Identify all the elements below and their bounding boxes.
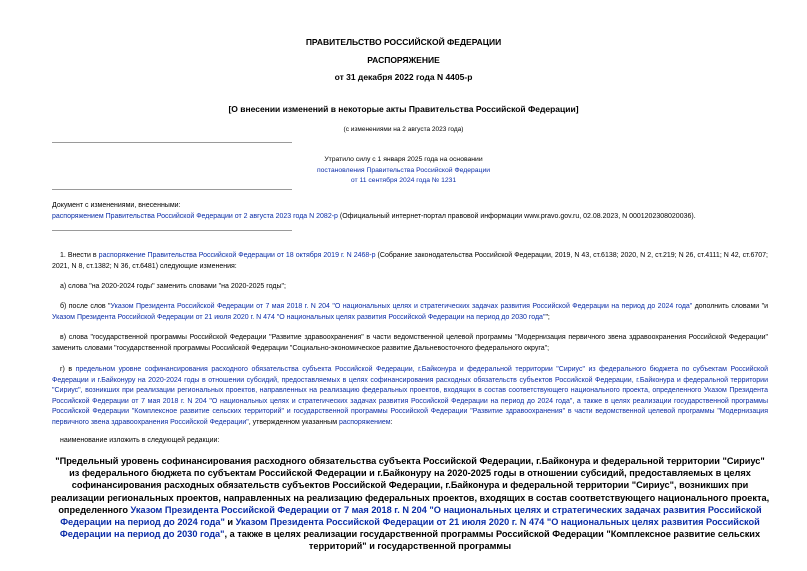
cofinancing-level-link[interactable]: предельном уровне софинансирования расходного обязательства субъекта Российской Федерации, г.Байконура и федеральной территории "Сириус" из федерального бюджета по субъектам Российской Федерации и г.Байконуру на 2020-2024 годы в отношении субсидий, предоставляемых в целях софинансирования расходных обязательств субъектов Российской Федерации, г.Байконура и федеральной территории "Сириус", возникших при реализации региональных проектов, направленных на реализацию федеральных проектов, входящих в состав соответствующего национального проекта, определенного Указом Президента Российской Федерации от 7 мая 2018 г. N 204 "О национальных целях и стратегических задачах развития Российской Федерации на период до 2024 года", а также в целях реализации государственной программы Российской Федерации "Комплексное развитие сельских территорий" и государственной программы Российской Федерации "Развитие здравоохранения" в части ведомственной целевой программы "Модернизация первичного звена здравоохранения Российской Федерации" bbox=[52, 366, 768, 426]
government-heading: ПРАВИТЕЛЬСТВО РОССИЙСКОЙ ФЕДЕРАЦИИ bbox=[305, 37, 502, 47]
amendment-link[interactable]: распоряжением Правительства Российской Федерации от 2 августа 2023 года N 2082-р bbox=[52, 212, 338, 220]
repeal-status bbox=[0, 155, 807, 187]
repeal-decree-date-link[interactable]: от 11 сентября 2024 года № 1231 bbox=[350, 177, 457, 184]
paragraph-v: в) слова "государственной программы Российской Федерации "Развитие здравоохранения" в части ведомственной целевой программы "Модернизация первичного звена здравоохранения Российской Федерации" заменить словами "государственной программы Российской Федерации "Социально-экономическое развитие Дальневосточного федерального округа"; bbox=[52, 334, 768, 352]
paragraph-g: г) в предельном уровне софинансирования расходного обязательства субъекта Российской Федерации, г.Байконура и федеральной территории "Сириус" из федерального бюджета по субъектам Российской Федерации и г.Байконуру на 2020-2024 годы в отношении субсидий, предоставляемых в целях софинансирования расходных обязательств субъектов Российской Федерации, г.Байконура и федеральной территории "Сириус", возникших при реализации региональных проектов, направленных на реализацию федеральных проектов, входящих в состав соответствующего национального проекта, определенного Указом Президента Российской Федерации от 7 мая 2018 г. N 204 "О национальных целях и стратегических задачах развития Российской Федерации на период до 2024 года", а также в целях реализации государственной программы Российской Федерации "Комплексное развитие сельских территорий" и государственной программы Российской Федерации "Развитие здравоохранения" в части ведомственной целевой программы "Модернизация первичного звена здравоохранения Российской Федерации", утвержденном указанным распоряжением: bbox=[52, 366, 768, 426]
amendments-block bbox=[52, 201, 768, 222]
divider bbox=[52, 230, 292, 231]
quote-decree-474-link[interactable]: Указом Президента Российской Федерации от 21 июля 2020 г. N 474 "О национальных целях развития Российской Федерации на период до 2030 года" bbox=[59, 517, 760, 540]
decree-474-link[interactable]: Указом Президента Российской Федерации от 21 июля 2020 г. N 474 "О национальных целях развития Российской Федерации на период до 2030 года" bbox=[52, 313, 546, 321]
document-type: РАСПОРЯЖЕНИЕ bbox=[367, 55, 440, 65]
naming-instruction: наименование изложить в следующей редакции: bbox=[60, 437, 220, 444]
repeal-text: Утратило силу с 1 января 2025 года на основании bbox=[324, 156, 483, 163]
paragraph-a: а) слова "на 2020-2024 годы" заменить словами "на 2020-2025 годы"; bbox=[60, 283, 286, 290]
quote-decree-204-link[interactable]: Указом Президента Российской Федерации от 7 мая 2018 г. N 204 "О национальных целях и стратегических задачах развития Российской Федерации на период до 2024 года" bbox=[60, 504, 762, 528]
amendments-intro: Документ с изменениями, внесенными: bbox=[52, 202, 181, 209]
divider bbox=[52, 189, 292, 190]
repeal-decree-link[interactable]: постановления Правительства Российской Федерации bbox=[316, 166, 491, 174]
paragraph-1: 1. Внести в распоряжение Правительства Российской Федерации от 18 октября 2019 г. N 2468-р (Собрание законодательства Российской Федерации, 2019, N 43, ст.6138; 2020, N 2, ст.219; N 26, ст.4111; N 42, ст.6707; 2021, N 8, ст.1382; N 36, ст.6481) следующие изменения: bbox=[52, 252, 769, 270]
document-date-number: от 31 декабря 2022 года N 4405-р bbox=[334, 72, 473, 82]
paragraph-b: б) после слов "Указом Президента Российской Федерации от 7 мая 2018 г. N 204 "О национальных целях и стратегических задачах развития Российской Федерации на период до 2024 года" дополнить словами "и Указом Президента Российской Федерации от 21 июля 2020 г. N 474 "О национальных целях развития Российской Федерации на период до 2030 года""; bbox=[52, 303, 768, 321]
divider bbox=[52, 142, 292, 143]
decree-204-link[interactable]: Указом Президента Российской Федерации от 7 мая 2018 г. N 204 "О национальных целях и стратегических задачах развития Российской Федерации на период до 2024 года" bbox=[110, 303, 693, 310]
order-link[interactable]: распоряжением bbox=[338, 418, 391, 426]
new-title-quote: "Предельный уровень софинансирования расходного обязательства субъекта Российской Федерации, г.Байконура и федеральной территории "Сириус" из федерального бюджета по субъектам Российской Федерации и г.Байконуру на 2020-2025 годы в отношении субсидий, предоставляемых в целях софинансирования расходных обязательств субъектов Российской Федерации, г.Байконура и федеральной территории "Сириус", возникших при реализации региональных проектов, направленных на реализацию федеральных проектов, входящих в состав соответствующего национального проекта, определенного Указом Президента Российской Федерации от 7 мая 2018 г. N 204 "О национальных целях и стратегических задачах развития Российской Федерации на период до 2024 года" и Указом Президента Российской Федерации от 21 июля 2020 г. N 474 "О национальных целях развития Российской Федерации на период до 2030 года", а также в целях реализации государственной программы Российской Федерации "Комплексное развитие сельских территорий" и государственной программы bbox=[50, 456, 770, 552]
amended-note: (с изменениями на 2 августа 2023 года) bbox=[343, 126, 464, 133]
amendment-source: (Официальный интернет-портал правовой информации www.pravo.gov.ru, 02.08.2023, N 0001202308020036). bbox=[337, 212, 696, 220]
document-title: [О внесении изменений в некоторые акты Правительства Российской Федерации] bbox=[228, 104, 579, 114]
order-2468-link[interactable]: распоряжение Правительства Российской Федерации от 18 октября 2019 г. N 2468-р bbox=[98, 252, 376, 259]
